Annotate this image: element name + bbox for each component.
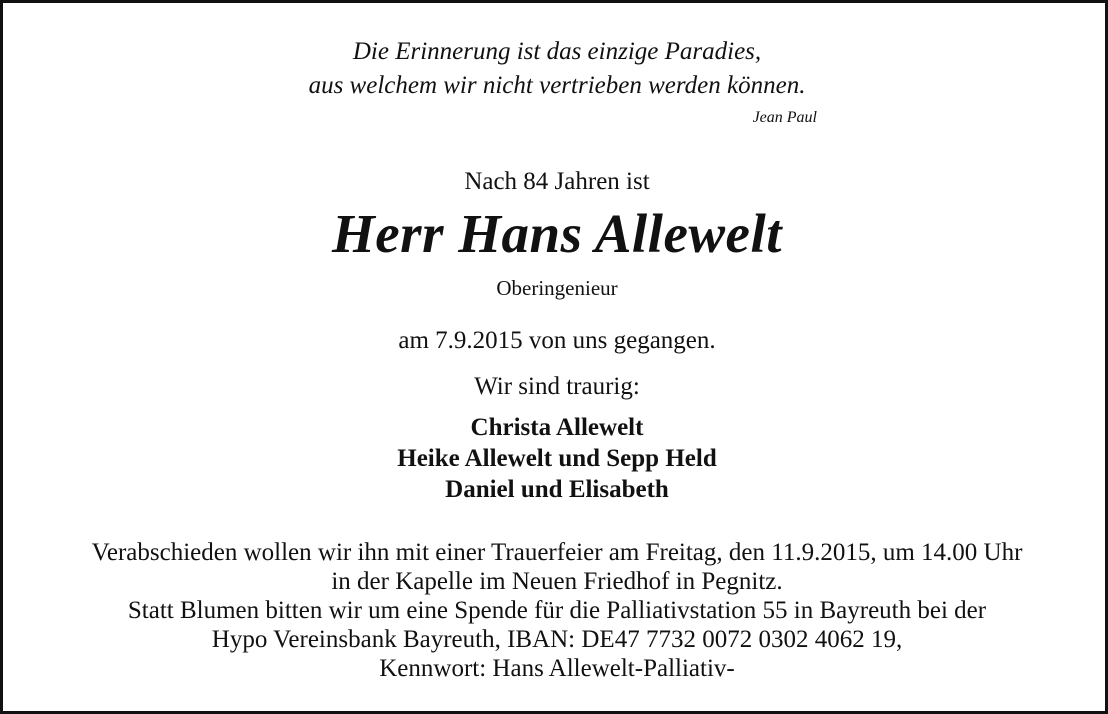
mourner-name: Daniel und Elisabeth	[445, 476, 669, 503]
motto-line-1: Die Erinnerung ist das einzige Paradies,	[352, 38, 762, 65]
motto-author: Jean Paul	[752, 109, 817, 126]
funeral-notice	[3, 538, 1108, 683]
notice-line: in der Kapelle im Neuen Friedhof in Pegnitz.	[331, 568, 783, 595]
deceased-profession: Oberingenieur	[496, 276, 618, 300]
deceased-name: Herr Hans Allewelt	[331, 203, 783, 264]
mourner-name: Heike Allewelt und Sepp Held	[397, 445, 717, 472]
notice-line: Verabschieden wollen wir ihn mit einer Trauerfeier am Freitag, den 11.9.2015, um 14.00 Uhr	[91, 539, 1023, 566]
mourner-name: Christa Allewelt	[470, 414, 644, 441]
notice-line: Statt Blumen bitten wir um eine Spende für die Palliativstation 55 in Bayreuth bei der	[127, 597, 987, 624]
notice-line: Hypo Vereinsbank Bayreuth, IBAN: DE47 7732 0072 0302 4062 19,	[211, 626, 903, 653]
motto-line-2: aus welchem wir nicht vertrieben werden können.	[308, 72, 806, 99]
announcement-intro: Nach 84 Jahren ist	[464, 168, 650, 195]
mourners-intro: Wir sind traurig:	[474, 373, 640, 400]
death-date-line: am 7.9.2015 von uns gegangen.	[398, 327, 716, 354]
notice-line: Kennwort: Hans Allewelt-Palliativ-	[379, 655, 735, 682]
